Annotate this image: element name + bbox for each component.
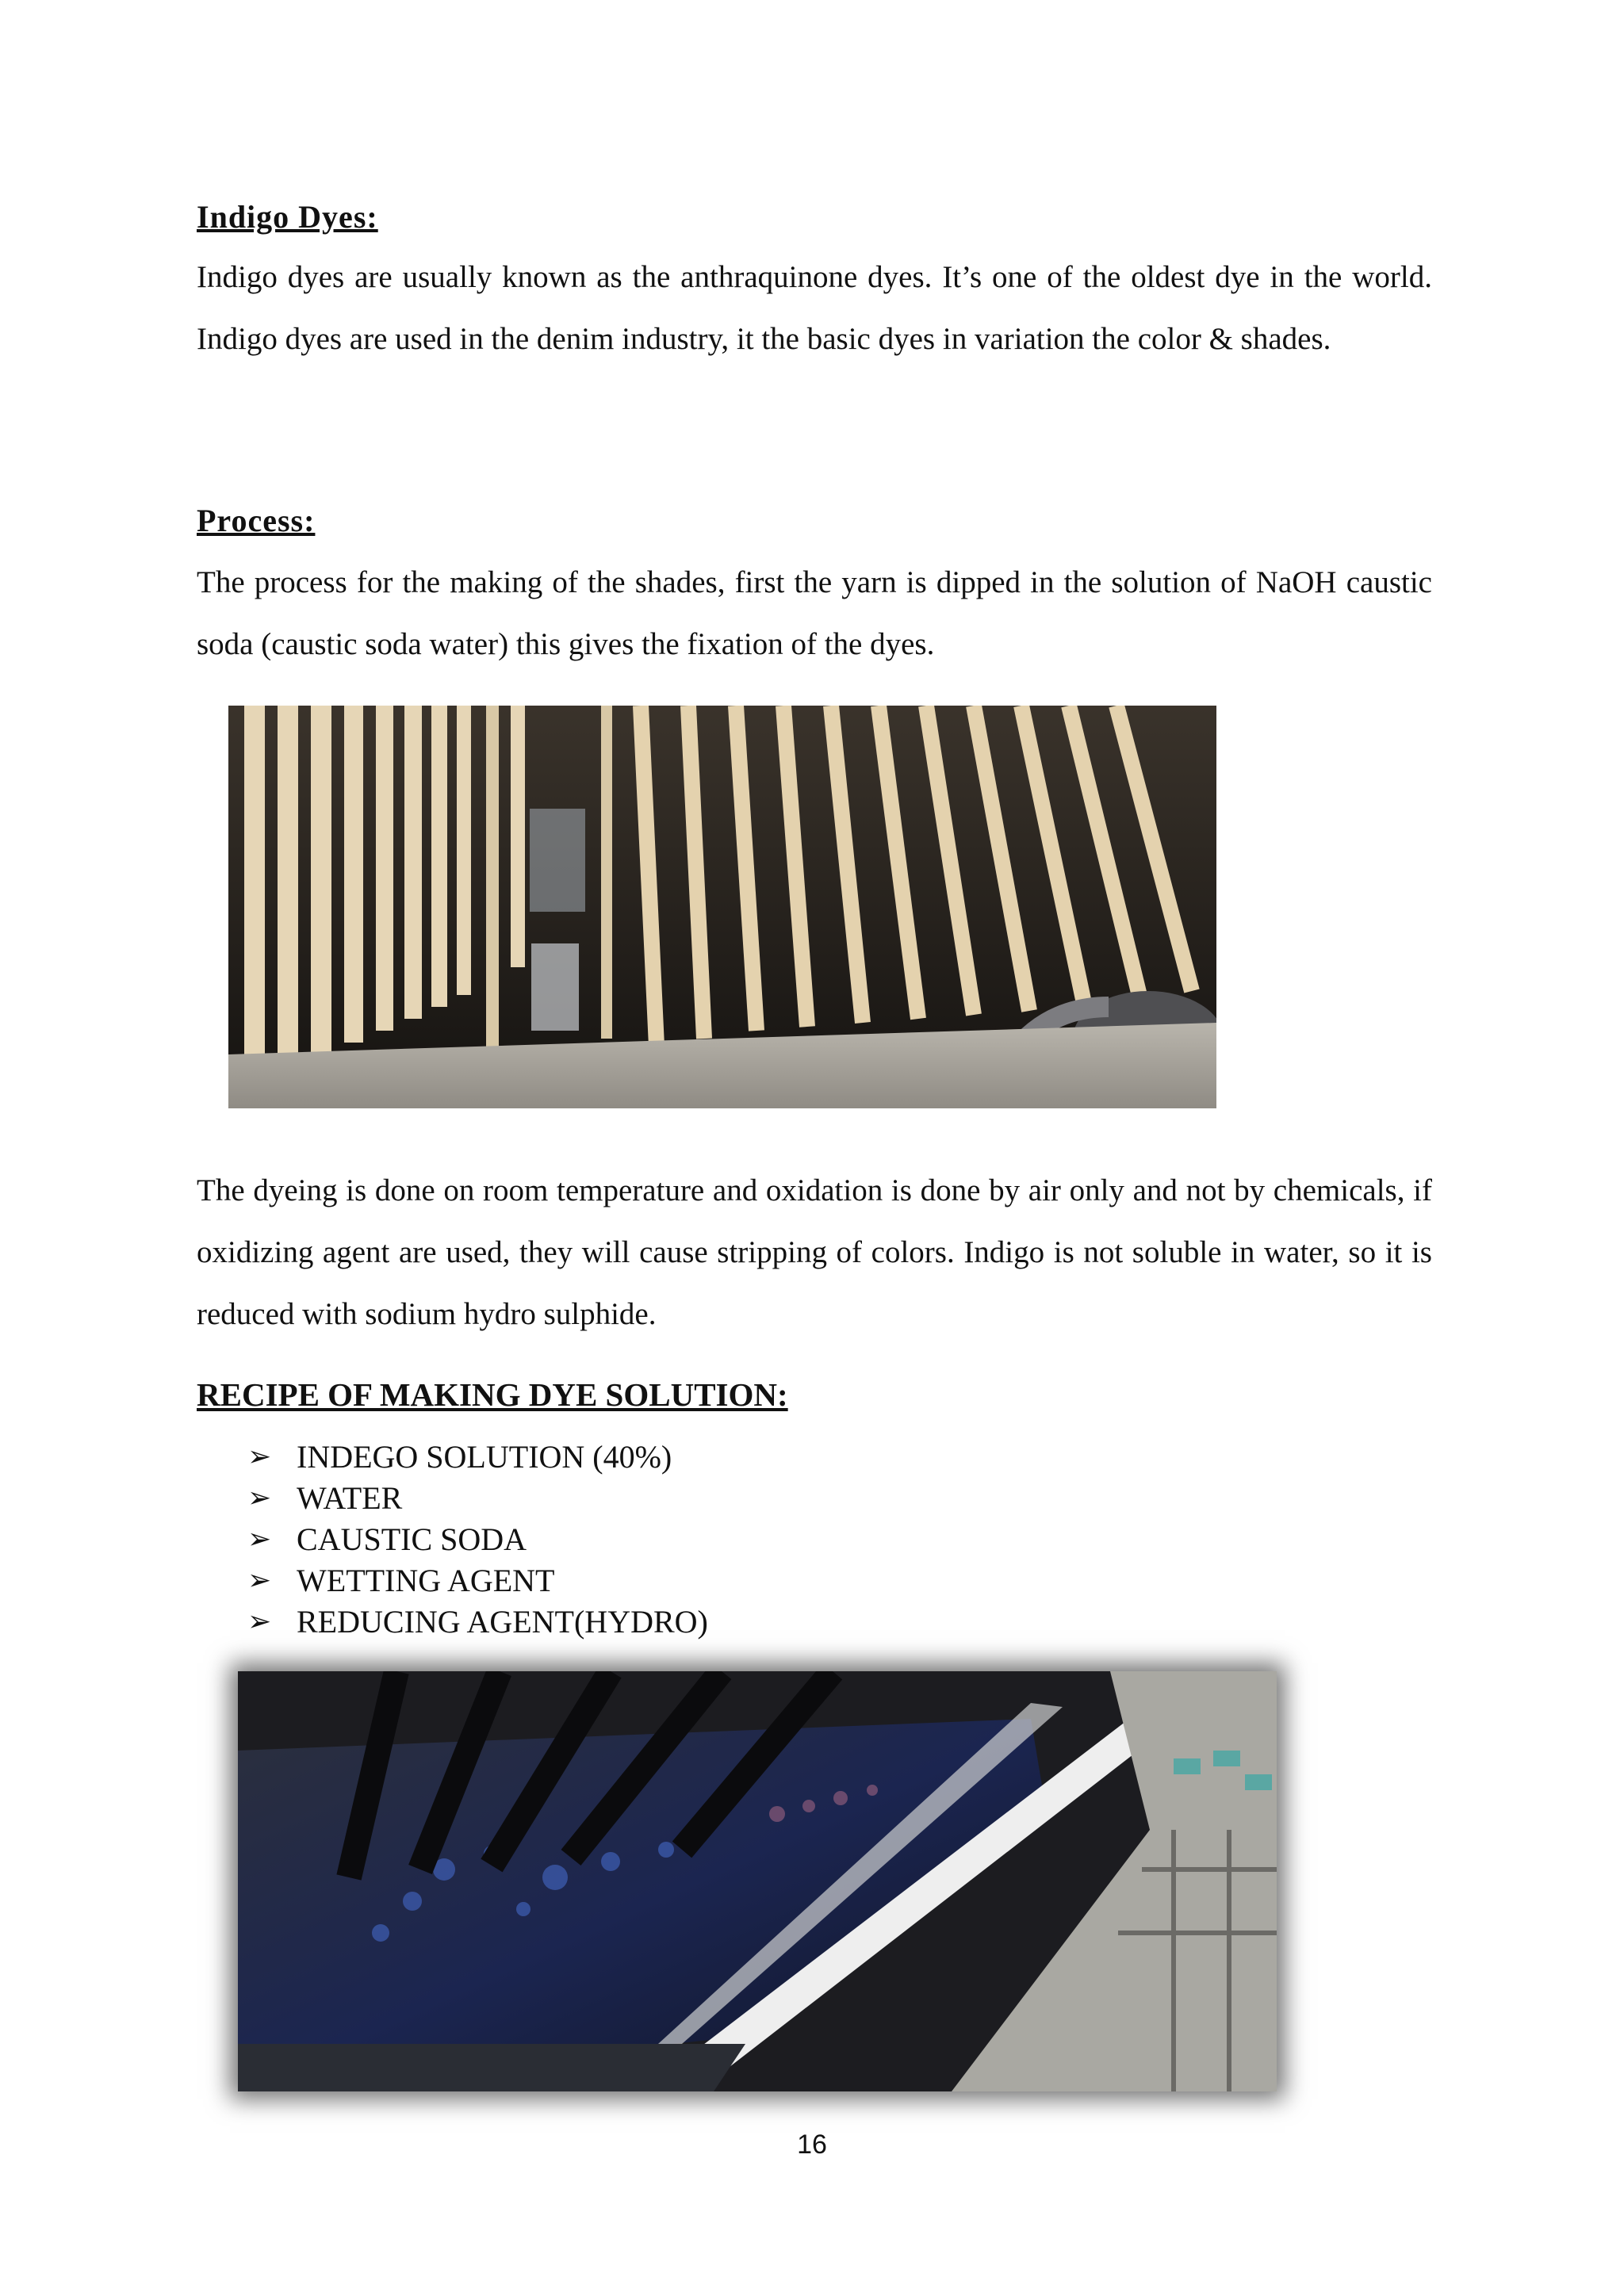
photo-yarn-dye-bath bbox=[228, 706, 1216, 1108]
heading-process: Process: bbox=[197, 503, 316, 538]
recipe-list bbox=[247, 1437, 708, 1643]
list-item bbox=[247, 1601, 708, 1643]
paragraph-indigo-dyes: Indigo dyes are usually known as the anthraquinone dyes. It’s one of the oldest dye in the world. Indigo dyes are used in the denim industry, it the basic dyes in variation the color & shades. bbox=[197, 260, 1432, 356]
indigo-trough-image bbox=[238, 1671, 1277, 2091]
yarn-dye-bath-image bbox=[228, 706, 1216, 1108]
paragraph-dyeing: The dyeing is done on room temperature and oxidation is done by air only and not by chemicals, if oxidizing agent are used, they will cause stripping of colors. Indigo is not soluble in water, so it is reduced with sodium hydro sulphide. bbox=[197, 1173, 1432, 1331]
list-item bbox=[247, 1560, 708, 1601]
list-item-label: INDEGO SOLUTION (40%) bbox=[297, 1439, 672, 1475]
list-item bbox=[247, 1478, 708, 1519]
page-number: 16 bbox=[797, 2130, 827, 2160]
arrow-bullet-icon: ➢ bbox=[247, 1564, 272, 1597]
list-item-label: WETTING AGENT bbox=[297, 1563, 555, 1598]
arrow-bullet-icon: ➢ bbox=[247, 1441, 272, 1473]
paragraph-process: The process for the making of the shades, first the yarn is dipped in the solution of NaOH caustic soda (caustic soda water) this gives the fixation of the dyes. bbox=[197, 565, 1432, 661]
list-item bbox=[247, 1437, 708, 1478]
arrow-bullet-icon: ➢ bbox=[247, 1523, 272, 1556]
list-item bbox=[247, 1519, 708, 1560]
list-item-label: REDUCING AGENT(HYDRO) bbox=[297, 1604, 708, 1640]
photo-indigo-trough bbox=[238, 1671, 1277, 2091]
list-item-label: WATER bbox=[297, 1480, 403, 1516]
list-item-label: CAUSTIC SODA bbox=[297, 1521, 527, 1557]
heading-indigo-dyes: Indigo Dyes: bbox=[197, 199, 378, 235]
arrow-bullet-icon: ➢ bbox=[247, 1482, 272, 1514]
heading-recipe: RECIPE OF MAKING DYE SOLUTION: bbox=[197, 1376, 788, 1413]
arrow-bullet-icon: ➢ bbox=[247, 1605, 272, 1638]
